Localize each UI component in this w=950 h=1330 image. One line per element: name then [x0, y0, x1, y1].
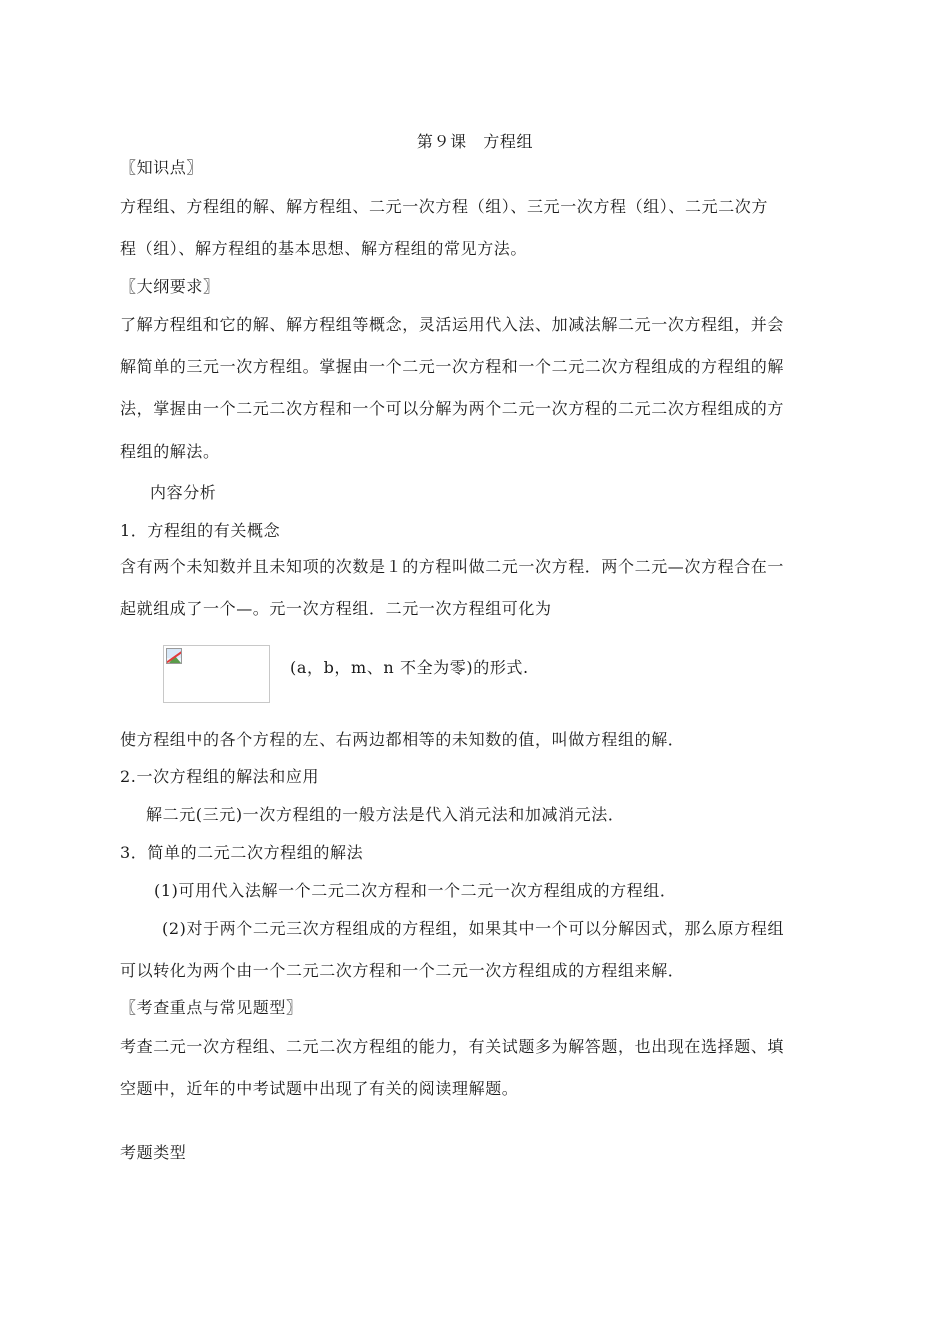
section-2-title: 2.一次方程组的解法和应用 [120, 767, 320, 786]
section-1-line-2: 起就组成了一个—。元一次方程组．二元一次方程组可化为 [120, 599, 552, 618]
outline-line-1: 了解方程组和它的解、解方程组等概念，灵活运用代入法、加减法解二元一次方程组，并会 [120, 315, 785, 334]
focus-line-2: 空题中，近年的中考试题中出现了有关的阅读理解题。 [120, 1079, 519, 1098]
section-1-title: 1．方程组的有关概念 [120, 521, 281, 540]
knowledge-heading: 〖知识点〗 [120, 158, 204, 177]
section-3-item-1: (1)可用代入法解一个二元二次方程和一个二元一次方程组成的方程组． [154, 881, 677, 900]
broken-image-icon [166, 648, 182, 664]
section-3-item-2b: 可以转化为两个由一个二元二次方程和一个二元一次方程组成的方程组来解． [120, 961, 685, 980]
section-2-line-1: 解二元(三元)一次方程组的一般方法是代入消元法和加减消元法． [146, 805, 625, 824]
section-1-line-1: 含有两个未知数并且未知项的次数是１的方程叫做二元一次方程．两个二元—次方程合在一 [120, 557, 785, 576]
focus-line-1: 考查二元一次方程组、二元二次方程组的能力，有关试题多为解答题，也出现在选择题、填 [120, 1037, 785, 1056]
section-1-form-text: (a，b，m、n 不全为零)的形式. [290, 658, 529, 677]
outline-heading: 〖大纲要求〗 [120, 277, 220, 296]
outline-line-3: 法，掌握由一个二元二次方程和一个可以分解为两个二元一次方程的二元二次方程组成的方 [120, 399, 785, 418]
outline-line-4: 程组的解法。 [120, 442, 220, 461]
question-types-heading: 考题类型 [120, 1143, 187, 1162]
section-3-item-2a: (2)对于两个二元三次方程组成的方程组，如果其中一个可以分解因式，那么原方程组 [162, 919, 785, 938]
knowledge-line-2: 程（组）、解方程组的基本思想、解方程组的常见方法。 [120, 239, 528, 258]
outline-line-2: 解简单的三元一次方程组。掌握由一个二元一次方程和一个二元二次方程组成的方程组的解 [120, 357, 785, 376]
equation-image-placeholder [163, 645, 270, 703]
focus-heading: 〖考查重点与常见题型〗 [120, 998, 303, 1017]
page-title: 第９课 方程组 [416, 132, 534, 151]
section-3-title: 3．简单的二元二次方程组的解法 [120, 843, 364, 862]
knowledge-line-1: 方程组、方程组的解、解方程组、二元一次方程（组）、三元一次方程（组）、二元二次方 [120, 197, 769, 216]
analysis-heading: 内容分析 [150, 483, 217, 502]
section-1-line-3: 使方程组中的各个方程的左、右两边都相等的未知数的值，叫做方程组的解． [120, 730, 685, 749]
